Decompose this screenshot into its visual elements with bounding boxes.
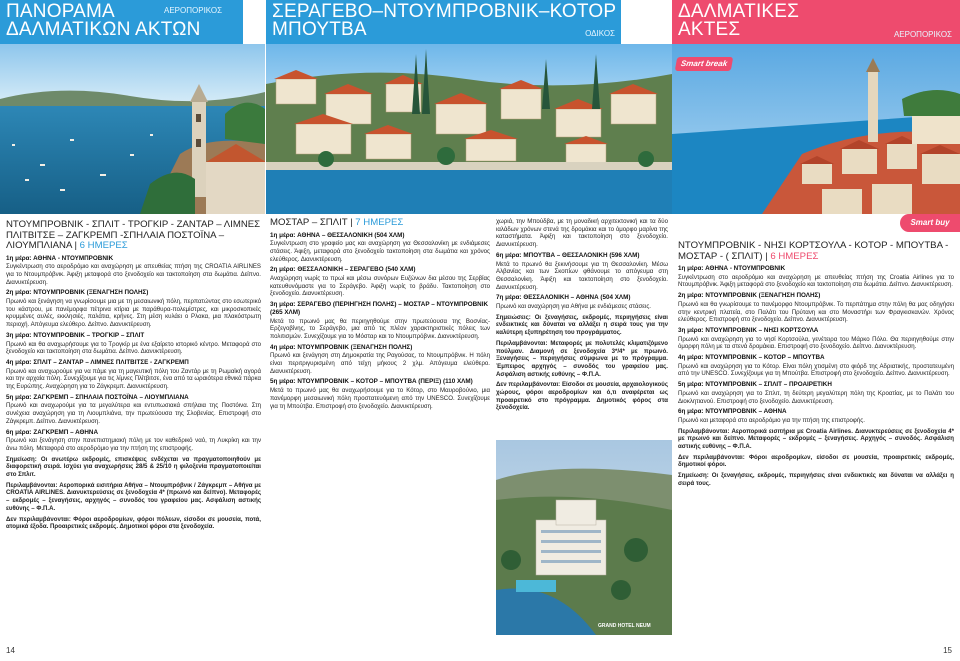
smart-break-label: Smart break <box>680 59 729 68</box>
col4-day2-heading: 2η μέρα: ΝΤΟΥΜΠΡΟΒΝΙΚ (ΞΕΝΑΓΗΣΗ ΠΟΛΗΣ) <box>678 292 821 300</box>
col3-continuation: χωριά, την Μπούδβα, με τη μοναδική αρχιτεκτονική και τα δύο ιαλάδων χρόνων στενά της δρομάκια και το όμορφο μαρίνα της καταστήματα. Άφιξη και τακτοποίηση στο ξενοδοχείο. Διανυκτέρευση. <box>496 218 668 249</box>
col2-day3-text: Μετά το πρωινό μας θα περιηγηθούμε στην πρωτεύουσα της Βοσνίας-Ερζεγοβίνης, το Σεράγεβο, μια από τις πλέον χαρακτηριστικές πόλεις των πολιτισμών. Συνεχίζουμε για το Μόσταρ και το Ντουμπρόβνικ. Διανυκτέρευση. <box>270 317 490 340</box>
col2-day5-heading: 5η μέρα: ΝΤΟΥΜΠΡΟΒΝΙΚ – ΚΟΤΟΡ – ΜΠΟΥΤΒΑ (ΠΕΡΙΞ) (110 ΧΛΜ) <box>270 378 473 386</box>
header-left-subtitle: ΑΕΡΟΠΟΡΙΚΟΣ <box>164 6 223 15</box>
header-middle-subtitle: ΟΔΙΚΟΣ <box>585 29 615 38</box>
col1-day4-text: Πρωινό και αναχωρούμε για να πάμε για τη μαγευτική πόλη του Ζαντάρ με τη Ρωμαϊκή αγορά και την αρχαία πόλη. Συνεχίζουμε για τις λίμνες Πλίτβιτσε, ένα από τα ωραιότερα εθνικά πάρκα της Ευρώπης. Αναχώρηση για το Ζάγκρεμπ. Διανυκτέρευση. <box>6 367 261 391</box>
header-middle-title-2: ΜΠΟΥΤΒΑ <box>272 19 367 40</box>
smart-buy-badge <box>900 214 960 232</box>
col3-note: Σημειώσεις: Οι ξεναγήσεις, εκδρομές, περιηγήσεις είναι ενδεικτικές και δύναται να αλλάξει η σειρά τους για την καλύτερη εξυπηρέτηση του προγράμματος. <box>496 313 668 337</box>
col4-day6-heading: 6η μέρα: ΝΤΟΥΜΠΡΟΒΝΙΚ – ΑΘΗΝΑ <box>678 408 787 416</box>
col4-not-included: Δεν περιλαμβάνονται: Φόροι αεροδρομίων, είσοδοι σε μουσεία, προαιρετικές εκδρομές, δημοτικοί φόροι. <box>678 453 954 469</box>
header-right <box>672 0 960 44</box>
col2-day5-text: Μετά το πρωινό μας θα αναχωρήσουμε για το Κότορ, στο Μαυροβούνιο, μια πανέμορφη μεσαιωνική πόλη προστατευόμενη από την UNESCO. Συνεχίζουμε για τη Μπούτβα. Επιστροφή στο ξενοδοχείο. Διανυκτέρευση. <box>270 387 490 410</box>
col3-day6-text: Μετά το πρωινό θα ξεκινήσουμε για τη Θεσσαλονίκη. Μέσω Αλβανίας και των Σκοπίων φθάνουμε το απόγευμα στη Θεσσαλονίκη. Άφιξη και τακτοποίηση στο ξενοδοχείο. Διανυκτέρευση. <box>496 260 668 291</box>
page-number-right: 15 <box>943 646 952 655</box>
col4-day3-heading: 3η μέρα: ΝΤΟΥΜΠΡΟΒΝΙΚ – ΝΗΣΙ ΚΟΡΤΣΟΥΛΑ <box>678 326 819 334</box>
col1-day1-heading: 1η μέρα: ΑΘΗΝΑ - ΝΤΟΥΜΠΡΟΒΝΙΚ <box>6 254 114 262</box>
header-left <box>0 0 243 44</box>
page-number-left: 14 <box>6 646 15 655</box>
col2-day4-heading: 4η μέρα: ΝΤΟΥΜΠΡΟΒΝΙΚ (ΞΕΝΑΓΗΣΗ ΠΟΛΗΣ) <box>270 343 413 351</box>
col4-note: Σημείωση: Οι ξεναγήσεις, εκδρομές, περιηγήσεις είναι ενδεικτικές και δύναται να αλλάξει η σειρά τους. <box>678 472 954 487</box>
header-right-title-1: ΔΑΛΜΑΤΙΚΕΣ <box>678 1 800 22</box>
smart-buy-label: Smart buy <box>910 218 950 227</box>
photo-grand-hotel-neum <box>496 440 672 635</box>
col1-day5-heading: 5η μέρα: ΖΑΓΚΡΕΜΠ – ΣΠΗΛΑΙΑ ΠΟΣΤΟΪΝΑ – ΛΙΟΥΜΠΛΙΑΝΑ <box>6 393 189 401</box>
header-middle-title-1: ΣΕΡΑΓΕΒΟ–ΝΤΟΥΜΠΡΟΒΝΙΚ–ΚΟΤΟΡ <box>272 1 617 22</box>
col4-day4-text: Πρωινό και αναχώρηση για το Κότορ. Είναι πόλη χτισμένη στο φιόρδ της Αδριατικής, προστατευμένη από την UNESCO. Συνεχίζουμε για τη Μπούτβα. Επιστροφή στο ξενοδοχείο. Δείπνο. Διανυκτέρευση. <box>678 362 954 378</box>
col2-day3-heading: 3η μέρα: ΣΕΡΑΓΕΒΟ (ΠΕΡΙΗΓΗΣΗ ΠΟΛΗΣ) – ΜΟΣΤΑΡ – ΝΤΟΥΜΠΡΟΒΝΙΚ (265 ΧΛΜ) <box>270 301 489 316</box>
col4-duration: 6 ΗΜΕΡΕΣ <box>770 250 819 262</box>
col4-day3-text: Πρωινό και αναχώρηση για το νησί Κορτσούλα, γενέτειρα του Μάρκο Πόλο. Θα περιηγηθούμε στην όμορφη πόλη με τα στενά δρομάκια. Επιστροφή στο ξενοδοχείο. Δείπνο. Διανυκτέρευση. <box>678 335 954 351</box>
col1-title: ΝΤΟΥΜΠΡΟΒΝΙΚ - ΣΠΛΙΤ - ΤΡΟΓΚΙΡ - ΖΑΝΤΑΡ – ΛΙΜΝΕΣ ΠΛΙΤΒΙΤΣΕ – ΖΑΓΚΡΕΜΠ -ΣΠΗΛΑΙΑ ΠΟΣΤΟΪΝΑ – ΛΙΟΥΜΠΛΙΑΝΑ | 6 ΗΜΕΡΕΣ <box>6 219 261 251</box>
header-right-subtitle: ΑΕΡΟΠΟΡΙΚΟΣ <box>893 30 952 39</box>
col4-day2-text: Πρωινό και θα γνωρίσουμε το πανέμορφο Ντουμπρόβνικ. Το περπάτημα στην πόλη θα μας οδηγήσει στην κεντρική πλατεία, στο Παλάτι του Πρύτανη και στο Μοναστήρι των Φραγκισκανών. Χρόνος ελεύθερος. Επιστροφή στο ξενοδοχείο. Δείπνο. Διανυκτέρευση. <box>678 300 954 324</box>
col2-day2-heading: 2η μέρα: ΘΕΣΣΑΛΟΝΙΚΗ – ΣΕΡΑΓΕΒΟ (540 ΧΛΜ) <box>270 266 416 274</box>
col1-day3-heading: 3η μέρα: ΝΤΟΥΜΠΡΟΒΝΙΚ – ΤΡΟΓΚΙΡ – ΣΠΛΙΤ <box>6 331 145 339</box>
smart-break-badge <box>675 57 733 71</box>
col3-not-included: Δεν περιλαμβάνονται: Είσοδοι σε μουσεία, αρχαιολογικούς χώρους, φόροι αεροδρομίων και ό,τι αναφέρεται ως προαιρετικό στο πρόγραμμα. Δημοτικός φόρος στα ξενοδοχεία. <box>496 381 668 412</box>
col4-day4-heading: 4η μέρα: ΝΤΟΥΜΠΡΟΒΝΙΚ – ΚΟΤΟΡ – ΜΠΟΥΤΒΑ <box>678 354 825 362</box>
col2-duration: 7 ΗΜΕΡΕΣ <box>355 217 404 228</box>
col1-day6-heading: 6η μέρα: ΖΑΓΚΡΕΜΠ – ΑΘΗΝΑ <box>6 428 99 436</box>
col1-included: Περιλαμβάνονται: Αεροπορικά εισιτήρια Αθήνα – Ντουμπρόβνικ / Ζάγκρεμπ – Αθήνα με CROATIA AIRLINES. Διανυκτερεύσεις σε ξενοδοχεία 4* (πρωινό και δείπνο). Μεταφορές – εκδρομές – ξεναγήσεις, αρχηγός – συνοδός του γραφείου μας. Ασφάλιση αστικής ευθύνης – Φ.Π.Α. <box>6 481 261 512</box>
itinerary-column-1 <box>6 220 261 533</box>
photo-caption: GRAND HOTEL NEUM <box>598 623 651 629</box>
col1-day1-text: Συγκέντρωση στο αεροδρόμιο και αναχώρηση με απευθείας πτήση της CROATIA AIRLINES για το Ντουμπρόβνικ. Άφιξη μεταφορά στο ξενοδοχείο και τακτοποίηση στα δωμάτια. Δείπνο. Διανυκτέρευση. <box>6 263 261 286</box>
col1-note: Σημείωση: Οι ανωτέρω εκδρομές, επισκέψεις ενδέχεται να πραγματοποιηθούν με διαφορετική σειρά. Ισχύει για αναχωρήσεις 28/5 & 25/10 η φιλοξενία πραγματοποιείται στο Σπλιτ. <box>6 455 261 479</box>
col1-duration: 6 ΗΜΕΡΕΣ <box>79 240 128 251</box>
col1-day4-heading: 4η μέρα: ΣΠΛΙΤ – ΖΑΝΤΑΡ – ΛΙΜΝΕΣ ΠΛΙΤΒΙΤΣΕ - ΖΑΓΚΡΕΜΠ <box>6 358 189 366</box>
col4-day6-text: Πρωινό και μεταφορά στο αεροδρόμιο για την πτήση της επιστροφής. <box>678 416 865 424</box>
col4-day1-text: Συγκέντρωση στο αεροδρόμιο και αναχώρηση με απευθείας πτήση της Croatia Airlines για το Ντουμπρόβνικ. Άφιξη μεταφορά στο ξενοδοχείο και τακτοποίηση στα δωμάτια. Δείπνο. Διανυκτέρευση. <box>678 273 954 289</box>
itinerary-column-4 <box>678 241 954 490</box>
header-middle <box>266 0 621 44</box>
col3-day7-text: Πρωινό και αναχώρηση για Αθήνα με ενδιάμεσες στάσεις. <box>496 303 651 311</box>
col4-day1-heading: 1η μέρα: ΑΘΗΝΑ - ΝΤΟΥΜΠΡΟΒΝΙΚ <box>678 265 786 272</box>
photo-coastal-town <box>266 44 672 214</box>
col1-day6-text: Πρωινό και ξενάγηση στην πανεπιστημιακή πόλη με τον καθεδρικό ναό, τη Λυκρίκη και την άνω πόλη. Μεταφορά στο αεροδρόμιο για την πτήση της επιστροφής. <box>6 437 261 452</box>
col4-included: Περιλαμβάνονται: Αεροπορικά εισιτήρια με Croatia Airlines. Διανυκτερεύσεις σε ξενοδοχεία 4* με πρωινό και δείπνο. Μεταφορές – εκδρομές – ξεναγήσεις. Αρχηγός – συνοδός. Ασφάλιση αστικής ευθύνης – Φ.Π.Α. <box>678 427 954 451</box>
col3-included: Περιλαμβάνονται: Μεταφορές με πολυτελές κλιματιζόμενο πούλμαν. Διαμονή σε ξενοδοχεία 3*/4* με πρωινό. Ξεναγήσεις – περιηγήσεις σύμφωνα με το πρόγραμμα. Έμπειρος αρχηγός – συνοδός του γραφείου μας. Ασφάλιση αστικής ευθύνης – Φ.Π.Α. <box>496 339 668 378</box>
photo-hvar-harbour <box>0 44 265 214</box>
col2-title: ΜΟΣΤΑΡ – ΣΠΛΙΤ | 7 ΗΜΕΡΕΣ <box>270 217 404 228</box>
col2-day1-text: Συγκέντρωση στο γραφείο μας και αναχώρηση για Θεσσαλονίκη με ενδιάμεσες στάσεις. Άφιξη, μεταφορά στο ξενοδοχείο τακτοποίηση στα δωμάτια και χρόνος ελεύθερος. Διανυκτέρευση. <box>270 240 490 263</box>
header-left-title-1: ΠΑΝΟΡΑΜΑ <box>6 1 115 22</box>
col2-day1-heading: 1η μέρα: ΑΘΗΝΑ – ΘΕΣΣΑΛΟΝΙΚΗ (504 ΧΛΜ) <box>270 231 405 239</box>
col4-day5-text: Πρωινό και αναχώρηση για το Σπλιτ, τη δεύτερη μεγαλύτερη πόλη της Κροατίας, με το Παλάτι του Διοκλητιανού. Επιστροφή στο ξενοδοχείο. Διανυκτέρευση. <box>678 389 954 405</box>
col1-not-included: Δεν περιλαμβάνονται: Φόροι αεροδρομίων, φόροι πόλεων, είσοδοι σε μουσεία, ποτά, ατομικά έξοδα. Προαιρετικές εκδρομές. Δημοτικοί φόροι στα ξενοδοχεία. <box>6 515 261 531</box>
col1-day3-text: Πρωινό και θα αναχωρήσουμε για το Τρογκίρ με ένα εξαίρετο ιστορικό κέντρο. Μεταφορά στο ξενοδοχείο και τακτοποίηση στα δωμάτια. Δείπνο. Διανυκτέρευση. <box>6 340 261 356</box>
header-right-title-2: ΑΚΤΕΣ <box>678 19 741 40</box>
col1-day2-text: Πρωινό και ξενάγηση να γνωρίσουμε μια με τη μεσαιωνική πόλη, περπατώντας στο εσωτερικό του κάστρου, με πανέμορφα πέτρινα κτίρια με παράθυρα-πολεμίστρες, και μικροσκοπικές κρυμμένες αυλές, εκκλησιές, παλάτια, κρήνες. Στη μέση κυλάει ο Ρλακα, μια πλακόστρωτη περιοχή. Απόγευμα ελεύθερο. Δείπνο. Διανυκτέρευση. <box>6 298 261 329</box>
header-left-title-2: ΔΑΛΜΑΤΙΚΩΝ ΑΚΤΩΝ <box>6 19 201 40</box>
itinerary-column-2 <box>270 218 490 412</box>
col2-day4-text: Πρωινό και ξενάγηση στη Δημοκρατία της Ραγούσας, το Ντουμπρόβνικ. Η πόλη είναι περιτριγυρισμένη από τείχη μήκους 2 χλμ. Απόγευμα ελεύθερο. Διανυκτέρευση. <box>270 352 490 375</box>
col2-day2-text: Αναχώρηση νωρίς το πρωί και μέσω συνόρων Ευζώνων δια μέσου της Σερβίας κατευθυνόμαστε για το Σεράγεβο. Άφιξη νωρίς το βράδυ. Τακτοποίηση στο ξενοδοχείο. Διανυκτέρευση. <box>270 275 490 298</box>
col1-day2-heading: 2η μέρα: ΝΤΟΥΜΠΡΟΒΝΙΚ (ΞΕΝΑΓΗΣΗ ΠΟΛΗΣ) <box>6 289 149 297</box>
col4-title: ΝΤΟΥΜΠΡΟΒΝΙΚ - ΝΗΣΙ ΚΟΡΤΣΟΥΛΑ - ΚΟΤΟΡ - ΜΠΟΥΤΒΑ - ΜΟΣΤΑΡ - ( ΣΠΛΙΤ) | 6 ΗΜΕΡΕΣ <box>678 240 949 262</box>
col3-day6-heading: 6η μέρα: ΜΠΟΥΤΒΑ – ΘΕΣΣΑΛΟΝΙΚΗ (596 ΧΛΜ) <box>496 251 640 259</box>
col3-day7-heading: 7η μέρα: ΘΕΣΣΑΛΟΝΙΚΗ – ΑΘΗΝΑ (504 ΧΛΜ) <box>496 294 631 302</box>
col4-day5-heading: 5η μέρα: ΝΤΟΥΜΠΡΟΒΝΙΚ – ΣΠΛΙΤ – ΠΡΟΑΙΡΕΤΙΚΗ <box>678 381 832 389</box>
col1-day5-text: Πρωινό και αναχωρούμε για τα μεγαλύτερα και εντυπωσιακά σπήλαια της Ποστόινα. Στη συνέχεια αναχώρηση για τη Λιουμπλιάνα, την πρωτεύουσα της Σλοβενίας. Επιστροφή στο Ζάγκρεμπ. Δείπνο. Διανυκτέρευση. <box>6 402 261 425</box>
itinerary-column-3 <box>496 218 668 414</box>
